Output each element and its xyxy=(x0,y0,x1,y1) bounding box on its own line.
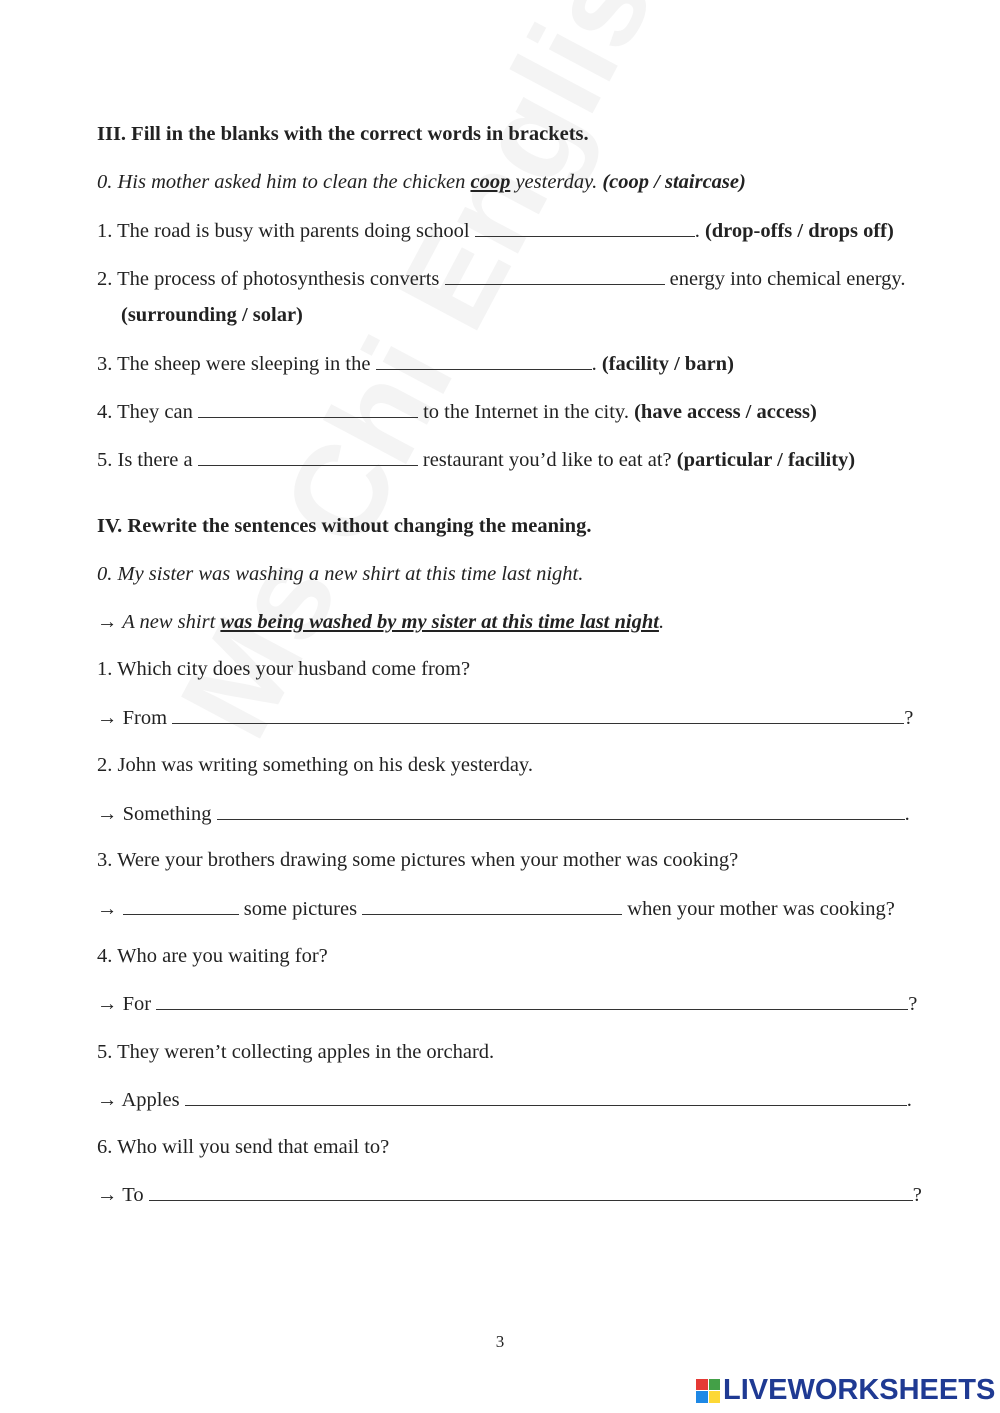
rewrite-item-3-prompt: 3. Were your brothers drawing some pictures when your mother was cooking? xyxy=(97,849,739,871)
fill-item-5 xyxy=(97,447,855,472)
rewrite-item-1-prompt: 1. Which city does your husband come from? xyxy=(97,658,471,680)
item-options: (surrounding / solar) xyxy=(121,304,303,326)
item-text: 2. The process of photosynthesis converts xyxy=(97,268,445,290)
answer-blank[interactable] xyxy=(376,351,592,370)
answer-start: → Apples xyxy=(97,1089,185,1111)
answer-start: → Something xyxy=(97,803,217,825)
answer-start: → To xyxy=(97,1184,149,1206)
section-4-example-prompt: 0. My sister was washing a new shirt at this time last night. xyxy=(97,563,584,585)
answer-blank[interactable] xyxy=(445,266,665,285)
item-text: 1. The road is busy with parents doing school xyxy=(97,220,475,242)
liveworksheets-logo[interactable] xyxy=(696,1374,995,1407)
logo-square xyxy=(709,1379,721,1391)
example-text-end: yesterday. xyxy=(510,171,603,193)
answer-end: ? xyxy=(908,993,918,1015)
answer-blank[interactable] xyxy=(475,218,695,237)
answer-start: → From xyxy=(97,707,173,729)
fill-item-2 xyxy=(97,266,905,291)
item-options: (drop-offs / drops off) xyxy=(704,220,894,242)
example-arrow: → A new shirt xyxy=(97,611,221,633)
answer-end: . xyxy=(904,803,910,825)
liveworksheets-logo-icon xyxy=(696,1379,720,1403)
answer-end: . xyxy=(906,1089,912,1111)
item-text: 3. The sheep were sleeping in the xyxy=(97,353,376,375)
answer-middle: some pictures xyxy=(238,898,363,920)
item-text-end: restaurant you’d like to eat at? xyxy=(417,449,677,471)
item-text: 5. Is there a xyxy=(97,449,198,471)
example-end: . xyxy=(658,611,665,633)
answer-start: → For xyxy=(97,993,157,1015)
answer-blank[interactable] xyxy=(172,705,904,724)
item-text: 4. They can xyxy=(97,401,198,423)
example-answer: coop xyxy=(470,171,511,193)
fill-item-1 xyxy=(97,218,894,243)
rewrite-item-5-answer xyxy=(97,1087,912,1112)
section-4-example-answer xyxy=(97,610,664,634)
answer-blank-1[interactable] xyxy=(123,896,239,915)
rewrite-item-3-answer xyxy=(97,896,895,921)
page-number: 3 xyxy=(495,1332,505,1351)
answer-blank[interactable] xyxy=(185,1087,907,1106)
watermark xyxy=(150,0,705,760)
rewrite-item-5-prompt: 5. They weren’t collecting apples in the orchard. xyxy=(97,1041,495,1063)
answer-blank[interactable] xyxy=(198,447,418,466)
rewrite-item-2-answer xyxy=(97,801,910,826)
rewrite-item-6-answer xyxy=(97,1182,922,1207)
fill-item-4 xyxy=(97,399,817,424)
rewrite-item-1-answer xyxy=(97,705,913,730)
section-3-heading: III. Fill in the blanks with the correct words in brackets. xyxy=(97,123,589,145)
logo-text: LIVEWORKSHEETS xyxy=(723,1374,996,1406)
answer-end: ? xyxy=(904,707,914,729)
answer-blank[interactable] xyxy=(217,801,905,820)
rewrite-item-4-answer xyxy=(97,991,917,1016)
fill-item-3 xyxy=(97,351,734,376)
item-options: (facility / barn) xyxy=(601,353,734,375)
answer-blank[interactable] xyxy=(156,991,908,1010)
logo-square xyxy=(696,1391,708,1403)
answer-start: → xyxy=(97,898,123,920)
answer-end: when your mother was cooking? xyxy=(622,898,895,920)
item-text-end: . xyxy=(694,220,705,242)
answer-blank[interactable] xyxy=(198,399,418,418)
item-text-end: to the Internet in the city. xyxy=(417,401,635,423)
section-4-heading: IV. Rewrite the sentences without changing the meaning. xyxy=(97,515,592,537)
example-options: (coop / staircase) xyxy=(602,171,746,193)
logo-square xyxy=(696,1379,708,1391)
answer-end: ? xyxy=(912,1184,922,1206)
example-answer: was being washed by my sister at this time last night xyxy=(220,611,659,633)
item-options: (have access / access) xyxy=(634,401,817,423)
rewrite-item-2-prompt: 2. John was writing something on his desk yesterday. xyxy=(97,754,533,776)
item-options: (particular / facility) xyxy=(676,449,856,471)
answer-blank[interactable] xyxy=(149,1182,913,1201)
fill-item-2-options xyxy=(121,303,303,327)
item-text-end: energy into chemical energy. xyxy=(664,268,906,290)
rewrite-item-4-prompt: 4. Who are you waiting for? xyxy=(97,945,328,967)
logo-square xyxy=(709,1391,721,1403)
item-text-end: . xyxy=(591,353,602,375)
section-3-example xyxy=(97,170,746,194)
example-text: 0. His mother asked him to clean the chicken xyxy=(97,171,471,193)
answer-blank-2[interactable] xyxy=(362,896,622,915)
rewrite-item-6-prompt: 6. Who will you send that email to? xyxy=(97,1136,390,1158)
